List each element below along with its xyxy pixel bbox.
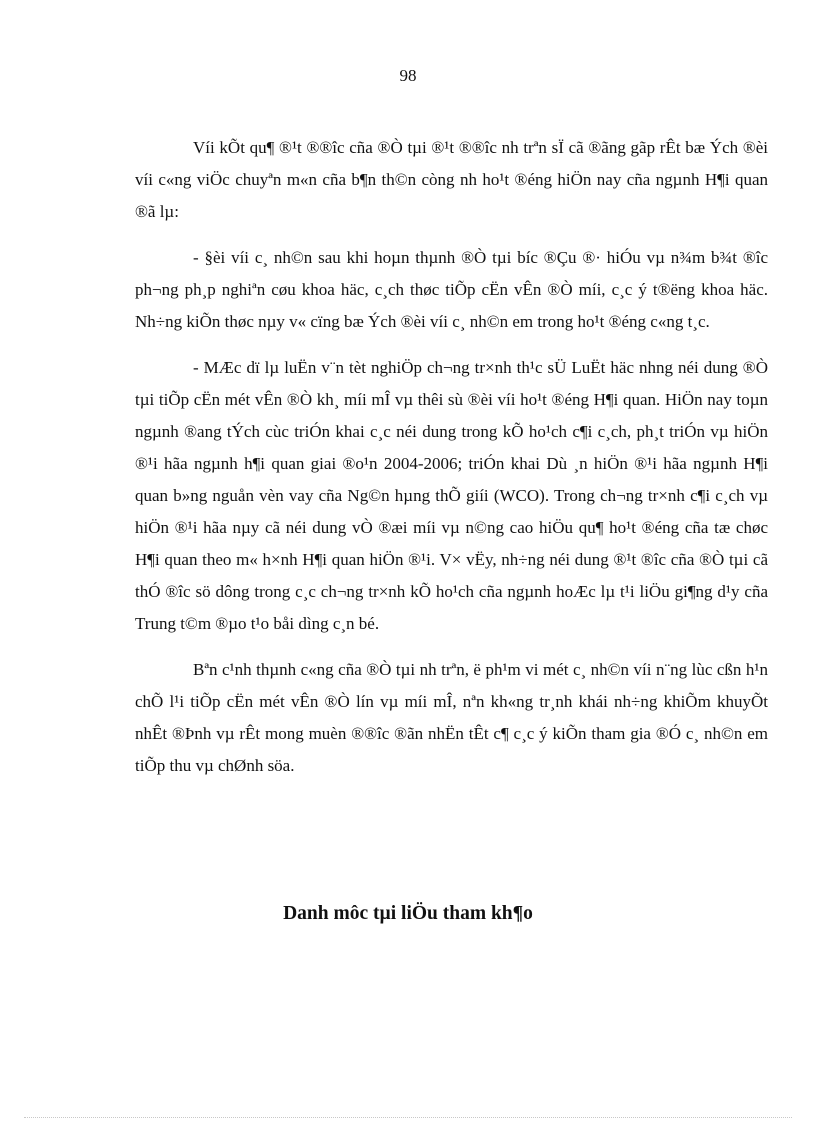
body-text [135, 132, 768, 796]
paragraph-intro: Víi kÕt qu¶ ®¹t ®®îc cña ®Ò tµi ®¹t ®®îc nh trªn sÏ cã ®ãng gãp rÊt bæ Ých ®èi víi c«ng viÖc chuyªn m«n cña b¶n th©n còng nh ho¹t ®éng hiÖn nay cña ngµnh H¶i quan ®ã lµ: [135, 138, 768, 221]
paragraph-limitations: Bªn c¹nh thµnh c«ng cña ®Ò tµi nh trªn, ë ph¹m vi mét c¸ nh©n víi n¨ng lùc cßn h¹n chÕ l¹i tiÕp cËn mét vÊn ®Ò lín vµ míi mÎ, nªn kh«ng tr¸nh khái nh÷ng khiÕm khuyÕt nhÊt ®Þnh vµ rÊt mong muèn ®®îc ®ãn nhËn tÊt c¶ c¸c ý kiÕn tham gia ®Ó c¸ nh©n em tiÕp thu vµ chØnh söa. [135, 660, 768, 775]
paragraph-personal-benefit: - §èi víi c¸ nh©n sau khi hoµn thµnh ®Ò tµi bíc ®Çu ®· hiÓu vµ n¾m b¾t ®îc ph¬ng ph¸p nghiªn cøu khoa häc, c¸ch thøc tiÕp cËn vÊn ®Ò míi, c¸c ý t®ëng khoa häc. Nh÷ng kiÕn thøc nµy v« cïng bæ Ých ®èi víi c¸ nh©n em trong ho¹t ®éng c«ng t¸c. [135, 248, 768, 331]
page-number: 98 [399, 66, 417, 85]
page-bottom-divider [24, 1117, 792, 1118]
paragraph-thesis-content: - MÆc dï lµ luËn v¨n tèt nghiÖp ch¬ng tr×nh th¹c sÜ LuËt häc nhng néi dung ®Ò tµi tiÕp cËn mét vÊn ®Ò kh¸ míi mÎ vµ thêi sù ®èi víi ho¹t ®éng H¶i quan. HiÖn nay toµn ngµnh ®ang tÝch cùc triÓn khai c¸c néi dung trong kÕ ho¹ch c¶i c¸ch, ph¸t triÓn vµ hiÖn ®¹i hãa ngµnh h¶i quan giai ®o¹n 2004-2006; triÓn khai Dù ¸n hiÖn ®¹i hãa ngµnh H¶i quan b»ng nguån vèn vay cña Ng©n hµng thÕ giíi (WCO). Trong ch¬ng tr×nh c¶i c¸ch vµ hiÖn ®¹i hãa nµy cã néi dung vÒ ®æi míi vµ n©ng cao hiÖu qu¶ ho¹t ®éng cña tæ chøc H¶i quan theo m« h×nh H¶i quan hiÖn ®¹i. V× vËy, nh÷ng néi dung ®¹t ®îc cña ®Ò tµi cã thÓ ®îc sö dông trong c¸c ch¬ng tr×nh kÕ ho¹ch cña ngµnh hoÆc lµ t¹i liÖu gi¶ng d¹y cña Trung t©m ®µo t¹o båi dìng c¸n bé. [135, 358, 768, 633]
section-heading: Danh môc tµi liÖu tham kh¶o [283, 903, 533, 924]
